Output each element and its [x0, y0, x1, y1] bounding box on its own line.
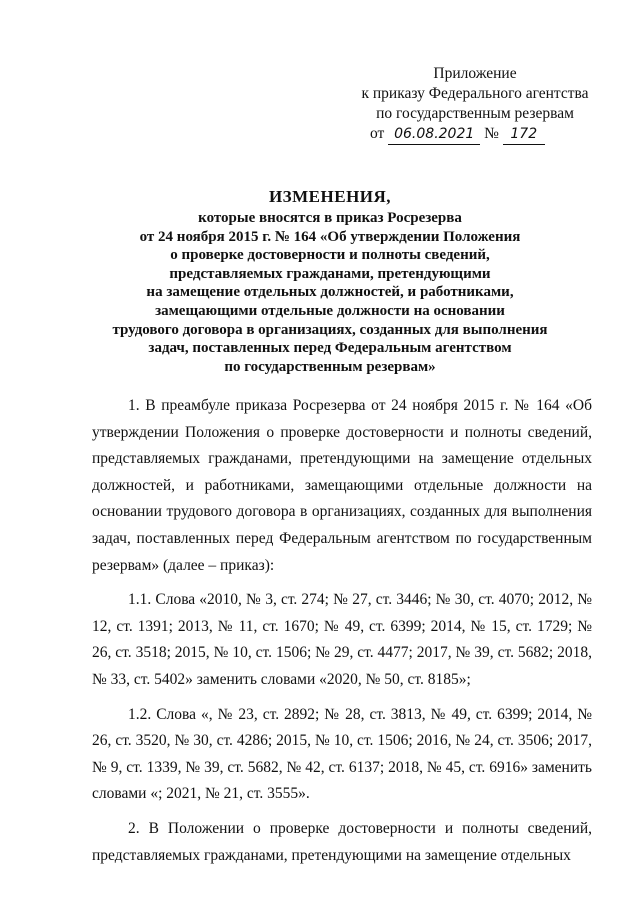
- title-line: представляемых гражданами, претендующими: [169, 265, 491, 282]
- title-line: трудового договора в организациях, созданных для выполнения: [112, 321, 548, 338]
- appendix-label: Приложение: [433, 65, 517, 82]
- title-line: на замещение отдельных должностей, и работниками,: [146, 284, 514, 301]
- title-line: задач, поставленных перед Федеральным агентством: [148, 340, 512, 357]
- title-heading: ИЗМЕНЕНИЯ,: [268, 187, 392, 206]
- paragraph-1-2: 1.2. Слова «, № 23, ст. 2892; № 28, ст. 3813, № 49, ст. 6399; 2014, № 26, ст. 3520, № 30, ст. 4286; 2015, № 10, ст. 1506; 2016, № 24, ст. 3506; 2017, № 9, ст. 1339, № 39, ст. 5682, № 42, ст. 6137; 2018, № 45, ст. 6916» заменить словами «; 2021, № 21, ст. 3555».: [92, 705, 592, 803]
- title-line: которые вносятся в приказ Росрезерва: [198, 210, 462, 226]
- title-line: от 24 ноября 2015 г. № 164 «Об утверждении Положения: [139, 228, 521, 245]
- appendix-block: [340, 64, 610, 145]
- paragraph-1-1: 1.1. Слова «2010, № 3, ст. 274; № 27, ст. 3446; № 30, ст. 4070; 2012, № 12, ст. 1391; 2013, № 11, ст. 1670; № 49, ст. 6399; 2014, № 15, ст. 1729; № 26, ст. 3518; 2015, № 10, ст. 1506; № 29, ст. 4477; 2017, № 39, ст. 5682; 2018, № 33, ст. 5402» заменить словами «2020, № 50, ст. 8185»;: [92, 591, 592, 688]
- document-body: [92, 393, 592, 869]
- appendix-date-line: [340, 124, 610, 145]
- appendix-agency: по государственным резервам: [376, 105, 574, 122]
- paragraph-2: 2. В Положении о проверке достоверности и полноты сведений, представляемых гражданами, претендующими на замещение отдельных: [92, 819, 592, 864]
- title-line: замещающими отдельные должности на основании: [155, 302, 505, 319]
- paragraph-1: 1. В преамбуле приказа Росрезерва от 24 ноября 2015 г. № 164 «Об утверждении Положения о проверке достоверности и полноты сведений, представляемых гражданами, претендующими на замещение отдельных должностей, и работниками, замещающими отдельные должности на основании трудового договора в организациях, созданных для выполнения задач, поставленных перед Федеральным агентством по государственным резервам» (далее – приказ):: [92, 397, 592, 574]
- document-title: [92, 185, 568, 376]
- appendix-order-ref: к приказу Федерального агентства: [361, 85, 589, 102]
- number-sign: №: [484, 125, 499, 142]
- title-line: о проверке достоверности и полноты сведений,: [170, 247, 490, 264]
- date-prefix: от: [370, 125, 385, 142]
- handwritten-date: 06.08.2021: [388, 124, 480, 145]
- title-line: по государственным резервам»: [224, 358, 436, 375]
- handwritten-number: 172: [503, 124, 545, 145]
